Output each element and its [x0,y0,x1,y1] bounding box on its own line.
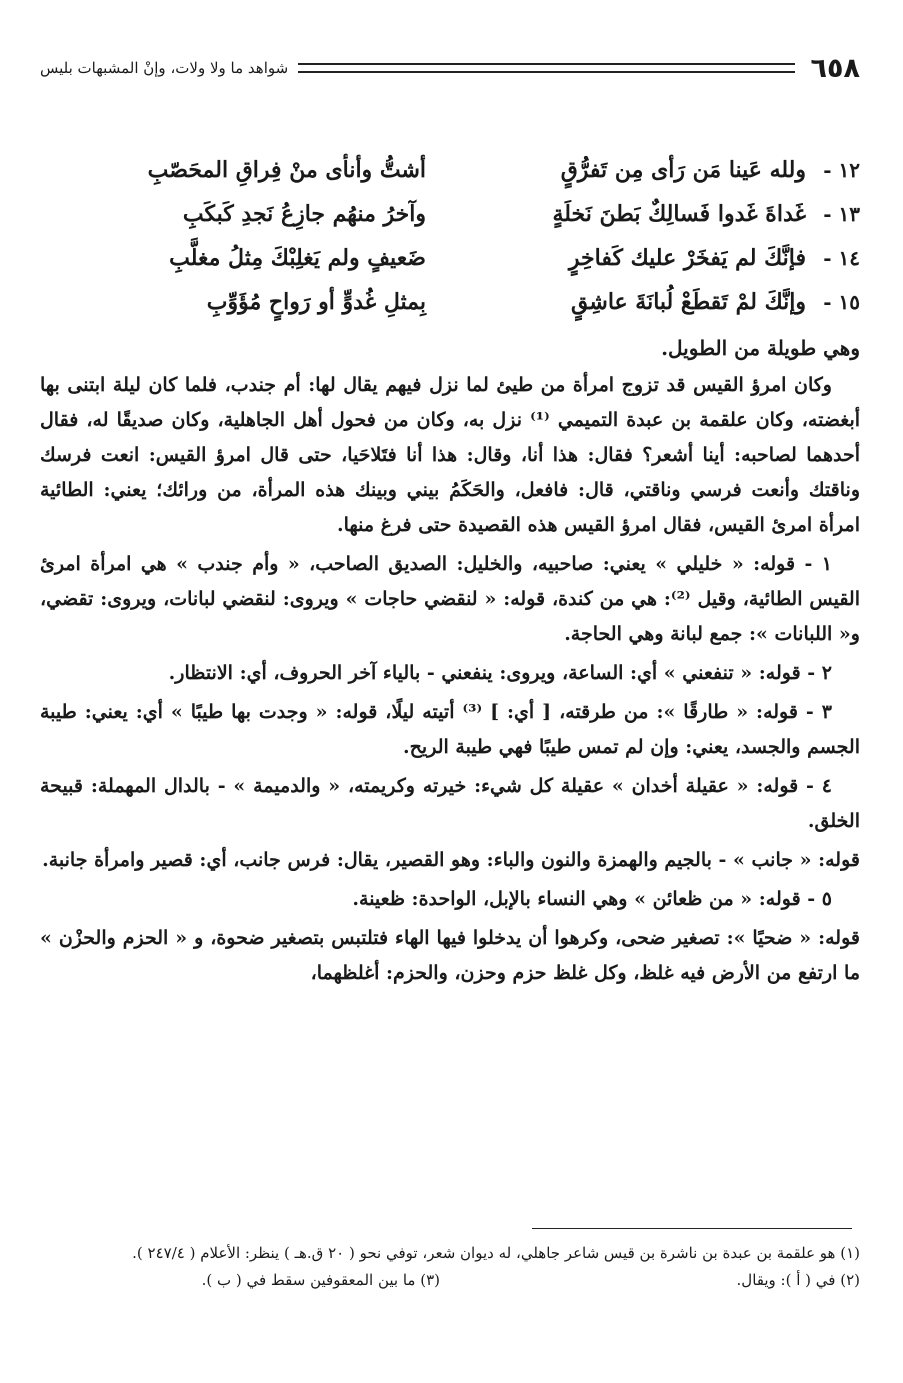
book-page [40,48,860,995]
meter-note: وهي طويلة من الطويل. [661,336,860,360]
footnote-rule [532,1228,852,1229]
paragraph: قوله: « ضحيًا »: تصغير ضحى، وكرهوا أن يدخلوا فيها الهاء فتلتبس بتصغير ضحوة، و « الحزم والحزْن » ما ارتفع من الأرض فيه غلظ، وكل غلظ حزم وحزن، والحزم: أغلظهما، [40,927,860,984]
verse-number: ١٢ - [823,158,860,182]
footnote: (٣) ما بين المعقوفين سقط في ( ب ). [201,1271,440,1289]
verse-second-hemistich: ضَعيفٍ ولم يَغلِبْكَ مِثلُ مغلَّبِ [169,245,426,271]
verse-second-hemistich: وآخرُ منهُم جازِعُ نَجدِ كَبكَبِ [182,201,426,227]
verse-number: ١٣ - [823,202,860,226]
page-header [40,48,860,88]
commentary [40,368,860,991]
running-title: شواهد ما ولا ولات، وإنْ المشبهات بليس [40,59,289,77]
paragraph: ٣ - قوله: « طارقًا »: من طرقته، [ أي: ] ⁽³⁾ أتيته ليلًا، قوله: « وجدت بها طيبًا » أي: يعني: طيبة الجسم والجسد، يعني: وإن لم تمس طيبًا فهي طيبة الريح. [40,701,860,758]
footnote: (٢) في ( أ ): ويقال. [736,1271,860,1289]
paragraph: ٥ - قوله: « من ظعائن » وهي النساء بالإبل، الواحدة: ظعينة. [352,888,832,910]
verse-number: ١٥ - [823,290,860,314]
header-rule [298,63,794,73]
verse [40,148,860,192]
verse-first-hemistich: ولله عَينا مَن رَأى مِن تَفرُّقٍ [560,157,806,183]
verse-first-hemistich: غَداةَ غَدوا فَسالِكٌ بَطنَ نَخلَةٍ [552,201,806,227]
paragraph: وكان امرؤ القيس قد تزوج امرأة من طيئ لما نزل فيهم يقال لها: أم جندب، فلما كان ليلة ابتنى بها أبغضته، وكان علقمة بن عبدة التميمي ⁽¹⁾ نزل به، وكان من فحول أهل الجاهلية، وكان صديقًا له، فقال أحدهما لصاحبه: أينا أشعر؟ فقال: هذا أنا، وقال: هذا أنا فتَلاحَيا، حتى قال امرؤ القيس: انعت فرسك وناقتك وأنعت فرسي وناقتي، قال: فافعل، والحَكَمُ بيني وبينك هذه المرأة، من ورائك؛ يعني: الطائية امرأة امرئ القيس، فقال امرؤ القيس هذه القصيدة حتى فرغ منها. [40,374,861,536]
footnote: (١) هو علقمة بن عبدة بن ناشرة بن قيس شاعر جاهلي، له ديوان شعر، توفي نحو ( ٢٠ ق.هـ ) ينظر: الأعلام ( ٢٤٧/٤ ). [132,1244,860,1262]
poem [40,148,860,324]
verse-first-hemistich: وإنَّكَ لمْ تَقطَعْ لُبانَةَ عاشِقٍ [571,289,806,315]
paragraph: قوله: « جانب » - بالجيم والهمزة والنون والباء: وهو القصير، يقال: فرس جانب، أي: قصير وامرأة جانبة. [42,849,860,871]
verse [40,192,860,236]
verse [40,236,860,280]
paragraph: ١ - قوله: « خليلي » يعني: صاحبيه، والخليل: الصديق الصاحب، « وأم جندب » هي امرأة امرئ القيس الطائية، وقيل ⁽²⁾: هي من كندة، قوله: « لنقضي حاجات » ويروى: لنقضي لبانات، ويروى: تقضي، و« اللبانات »: جمع لبانة وهي الحاجة. [40,553,860,645]
footnotes [40,1240,860,1294]
page-number: ٦٥٨ [810,52,860,84]
paragraph: ٢ - قوله: « تنفعني » أي: الساعة، ويروى: ينفعني - بالياء آخر الحروف، أي: الانتظار. [168,662,832,684]
paragraph: ٤ - قوله: « عقيلة أخدان » عقيلة كل شيء: خيرته وكريمته، « والدميمة » - بالدال المهملة: قبيحة الخلق. [40,775,860,832]
verse-number: ١٤ - [823,246,860,270]
footnote-row [40,1267,860,1294]
verse-first-hemistich: فإنَّكَ لم يَفخَرْ عليك كَفاخِرٍ [568,245,806,271]
verse-second-hemistich: أشتُّ وأنأى منْ فِراقِ المحَصّبِ [147,157,426,183]
verse-second-hemistich: بِمثلِ غُدوٍّ أو رَواحٍ مُؤَوِّبِ [206,289,426,315]
verse [40,280,860,324]
